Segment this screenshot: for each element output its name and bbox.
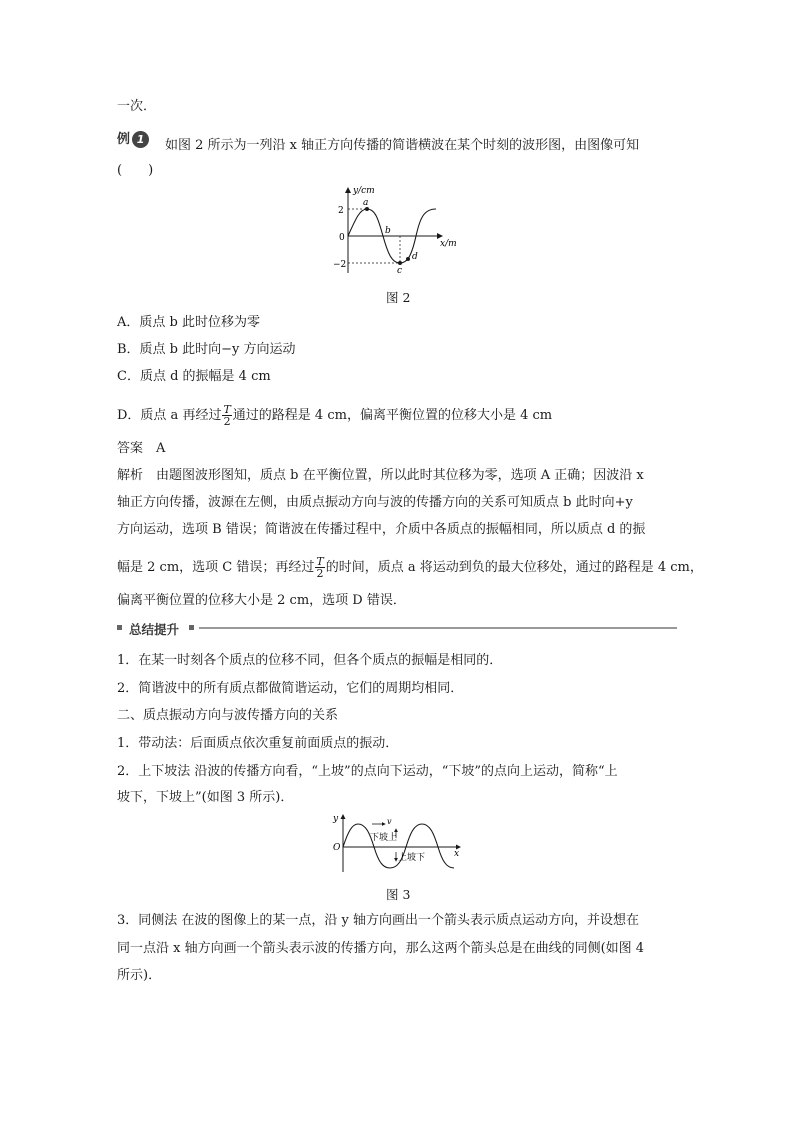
option-a: A．质点 b 此时位移为零 — [117, 315, 260, 330]
figure-3-wave-graph — [330, 812, 465, 874]
example-badge — [117, 128, 149, 148]
example-question-line1: 如图 2 所示为一列沿 x 轴正方向传播的简谐横波在某个时刻的波形图，由图像可知 — [165, 138, 640, 153]
analysis-line4-suffix: 的时间，质点 a 将运动到负的最大位移处，通过的路程是 4 cm， — [325, 560, 703, 575]
option-d-fraction — [222, 404, 231, 427]
point-c-marker — [398, 261, 402, 265]
y-axis-label: y/cm — [353, 186, 375, 196]
v-label: v — [387, 817, 392, 826]
method2-line1: 2．上下坡法 沿波的传播方向看，“上坡”的点向下运动，“下坡”的点向上运动，简称“上 — [117, 764, 618, 779]
downhill-up-label: 下坡上 — [370, 833, 398, 843]
answer-line: 答案 A — [117, 441, 166, 456]
example-label: 例 — [117, 132, 131, 147]
uphill-down-label: 上坡下 — [398, 853, 426, 863]
option-b: B．质点 b 此时向−y 方向运动 — [117, 342, 296, 357]
point-d-marker — [406, 257, 410, 261]
method3-line3: 所示)． — [117, 968, 162, 983]
y-label: y — [333, 814, 339, 824]
summary-bullet — [117, 625, 122, 630]
summary-rule — [199, 627, 677, 629]
origin-label: 0 — [339, 233, 345, 243]
fraction-numerator: T — [316, 555, 324, 568]
analysis-fraction — [315, 556, 324, 579]
x-axis-label: x/m — [440, 239, 457, 249]
summary-title: 总结提升 — [129, 622, 180, 637]
summary-header — [117, 622, 677, 638]
example-question-line2: ( ) — [117, 163, 154, 178]
analysis-line4-prefix: 幅是 2 cm，选项 C 错误；再经过 — [117, 560, 315, 575]
fraction-numerator: T — [223, 403, 231, 416]
x-label: x — [454, 849, 460, 859]
method3-line1: 3．同侧法 在波的图像上的某一点，沿 y 轴方向画出一个箭头表示质点运动方向，并设想在 — [117, 913, 640, 928]
summary-item1: 1．在某一时刻各个质点的位移不同，但各个质点的振幅是相同的． — [117, 653, 503, 668]
point-d-label: d — [412, 252, 418, 262]
origin-label: O — [333, 843, 341, 853]
option-d-suffix: 通过的路程是 4 cm，偏离平衡位置的位移大小是 4 cm — [232, 408, 553, 423]
tick-neg-2: −2 — [333, 260, 347, 270]
analysis-line3: 方向运动，选项 B 错误；简谐波在传播过程中，介质中各质点的振幅相同，所以质点 d 的振 — [117, 522, 646, 537]
fraction-denominator: 2 — [223, 415, 231, 428]
point-a-label: a — [363, 198, 369, 208]
analysis-line5: 偏离平衡位置的位移大小是 2 cm，选项 D 错误． — [117, 593, 406, 608]
example-number: 1 — [132, 131, 149, 148]
option-c: C．质点 d 的振幅是 4 cm — [117, 369, 271, 384]
method1: 1．带动法：后面质点依次重复前面质点的振动． — [117, 736, 399, 751]
fraction-denominator: 2 — [316, 567, 324, 580]
analysis-line4 — [117, 556, 703, 579]
summary-square — [189, 625, 194, 630]
analysis-line2: 轴正方向传播，波源在左侧，由质点振动方向与波的传播方向的关系可知质点 b 此时向+y — [117, 495, 633, 510]
option-d — [117, 404, 552, 427]
method2-line2: 坡下，下坡上”(如图 3 所示)． — [117, 790, 294, 805]
point-c-label: c — [397, 266, 403, 275]
continuation-text: 一次． — [117, 99, 157, 114]
summary-item2: 2．简谐波中的所有质点都做简谐运动，它们的周期均相同． — [117, 681, 464, 696]
point-b-label: b — [385, 226, 391, 236]
tick-2: 2 — [338, 206, 344, 216]
option-d-prefix: D．质点 a 再经过 — [117, 408, 222, 423]
figure-2-caption: 图 2 — [386, 290, 411, 305]
figure-3-caption: 图 3 — [386, 887, 411, 902]
section2-heading: 二、质点振动方向与波传播方向的关系 — [117, 708, 339, 723]
analysis-line1: 解析 由题图波形图知，质点 b 在平衡位置，所以此时其位移为零，选项 A 正确；因波沿 x — [117, 468, 644, 483]
figure-2-wave-graph — [330, 183, 465, 275]
method3-line2: 同一点沿 x 轴方向画一个箭头表示波的传播方向，那么这两个箭头总是在曲线的同侧(如图 4 — [117, 941, 645, 956]
